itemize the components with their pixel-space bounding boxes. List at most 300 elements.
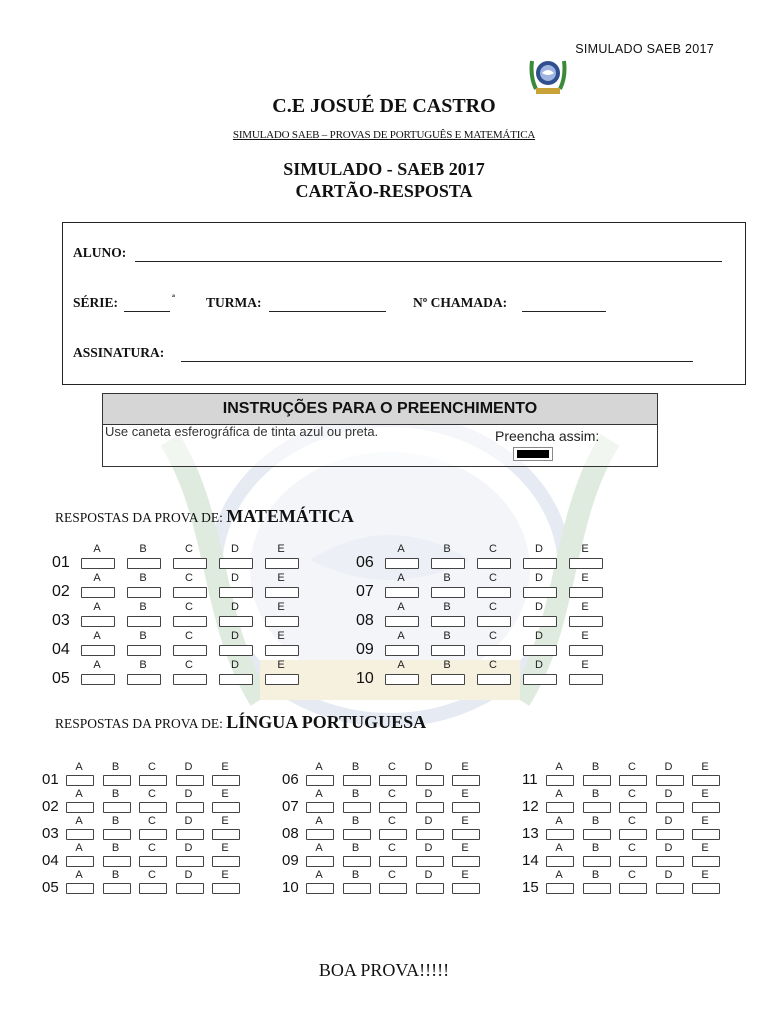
question-number: 01 (42, 771, 59, 788)
answer-bubble-01-b[interactable] (103, 775, 131, 786)
answer-bubble-01-e[interactable] (265, 558, 299, 569)
option-letter-d: D (184, 761, 193, 773)
option-letter-e: E (461, 815, 469, 827)
option-letter-c: C (148, 788, 156, 800)
answer-bubble-14-b[interactable] (583, 856, 611, 867)
option-letter-e: E (701, 815, 709, 827)
answer-bubble-07-d[interactable] (416, 802, 444, 813)
class-field[interactable] (269, 311, 386, 312)
answer-bubble-05-c[interactable] (139, 883, 167, 894)
option-letter-b: B (443, 601, 451, 613)
option-letter-a: A (93, 601, 101, 613)
answer-bubble-15-b[interactable] (583, 883, 611, 894)
answer-bubble-10-a[interactable] (306, 883, 334, 894)
answer-bubble-11-c[interactable] (619, 775, 647, 786)
student-name-label: ALUNO: (73, 245, 127, 260)
option-letter-d: D (535, 659, 543, 671)
answer-bubble-08-a[interactable] (306, 829, 334, 840)
option-letter-c: C (489, 630, 497, 642)
answer-bubble-04-b[interactable] (103, 856, 131, 867)
answer-bubble-07-a[interactable] (306, 802, 334, 813)
option-letter-d: D (231, 543, 239, 555)
option-letter-c: C (148, 869, 156, 881)
option-letter-c: C (489, 543, 497, 555)
answer-bubble-10-c[interactable] (379, 883, 407, 894)
option-letter-a: A (397, 572, 405, 584)
option-letter-d: D (535, 601, 543, 613)
option-letter-c: C (388, 869, 396, 881)
question-number: 03 (52, 612, 70, 629)
option-letter-c: C (628, 761, 636, 773)
answer-bubble-02-a[interactable] (81, 587, 115, 598)
answer-bubble-01-c[interactable] (173, 558, 207, 569)
answer-bubble-10-d[interactable] (416, 883, 444, 894)
answer-bubble-05-e[interactable] (212, 883, 240, 894)
answer-bubble-06-c[interactable] (379, 775, 407, 786)
option-letter-c: C (388, 815, 396, 827)
option-letter-b: B (591, 788, 600, 800)
question-number: 01 (52, 554, 70, 571)
answer-bubble-06-d[interactable] (416, 775, 444, 786)
answer-bubble-12-b[interactable] (583, 802, 611, 813)
option-letter-e: E (701, 842, 709, 854)
answer-bubble-04-d[interactable] (176, 856, 204, 867)
answer-bubble-07-c[interactable] (379, 802, 407, 813)
answer-bubble-03-e[interactable] (265, 616, 299, 627)
answer-bubble-02-d[interactable] (176, 802, 204, 813)
option-letter-c: C (388, 788, 396, 800)
answer-bubble-02-a[interactable] (66, 802, 94, 813)
option-letter-e: E (701, 869, 709, 881)
instructions-heading: INSTRUÇÕES PARA O PREENCHIMENTO (103, 394, 657, 425)
option-letter-a: A (315, 815, 323, 827)
section-prefix: RESPOSTAS DA PROVA DE: (55, 716, 227, 731)
question-number: 07 (356, 583, 374, 600)
option-letter-b: B (351, 761, 360, 773)
answer-bubble-15-d[interactable] (656, 883, 684, 894)
option-letter-c: C (148, 815, 156, 827)
option-letter-c: C (388, 761, 396, 773)
answer-bubble-11-e[interactable] (692, 775, 720, 786)
option-letter-a: A (555, 788, 563, 800)
option-letter-d: D (184, 788, 193, 800)
option-letter-b: B (443, 572, 451, 584)
answer-bubble-02-b[interactable] (103, 802, 131, 813)
question-number: 09 (356, 641, 374, 658)
question-number: 02 (52, 583, 70, 600)
option-letter-e: E (277, 543, 285, 555)
answer-bubble-08-a[interactable] (385, 616, 419, 627)
option-letter-b: B (111, 815, 120, 827)
answer-bubble-14-a[interactable] (546, 856, 574, 867)
math-subject: MATEMÁTICA (226, 506, 354, 526)
answer-bubble-05-a[interactable] (81, 674, 115, 685)
exam-subtitle: SIMULADO SAEB – PROVAS DE PORTUGUÊS E MATEMÁTICA (232, 129, 536, 141)
option-letter-b: B (351, 869, 360, 881)
instructions-text: Use caneta esferográfica de tinta azul ou preta. (105, 424, 379, 439)
farewell-message: BOA PROVA!!!!! (318, 960, 450, 980)
answer-bubble-10-b[interactable] (431, 674, 465, 685)
answer-bubble-13-e[interactable] (692, 829, 720, 840)
option-letter-d: D (664, 788, 673, 800)
answer-bubble-03-c[interactable] (173, 616, 207, 627)
answer-bubble-10-e[interactable] (452, 883, 480, 894)
answer-bubble-07-d[interactable] (523, 587, 557, 598)
option-letter-d: D (535, 543, 543, 555)
option-letter-a: A (555, 842, 563, 854)
option-letter-c: C (628, 788, 636, 800)
option-letter-c: C (148, 842, 156, 854)
grade-label: SÉRIE: (73, 295, 119, 310)
answer-bubble-09-a[interactable] (306, 856, 334, 867)
answer-bubble-12-c[interactable] (619, 802, 647, 813)
answer-bubble-10-a[interactable] (385, 674, 419, 685)
option-letter-a: A (555, 815, 563, 827)
option-letter-d: D (424, 869, 433, 881)
answer-bubble-08-e[interactable] (452, 829, 480, 840)
answer-bubble-06-a[interactable] (385, 558, 419, 569)
option-letter-e: E (461, 788, 469, 800)
answer-bubble-04-e[interactable] (212, 856, 240, 867)
answer-bubble-09-b[interactable] (343, 856, 371, 867)
answer-bubble-05-b[interactable] (127, 674, 161, 685)
answer-bubble-06-d[interactable] (523, 558, 557, 569)
answer-bubble-04-e[interactable] (265, 645, 299, 656)
option-letter-b: B (443, 543, 451, 555)
answer-bubble-08-d[interactable] (523, 616, 557, 627)
answer-bubble-14-e[interactable] (692, 856, 720, 867)
portuguese-section-heading (55, 712, 426, 733)
option-letter-d: D (424, 788, 433, 800)
option-letter-c: C (185, 601, 193, 613)
option-letter-b: B (591, 869, 600, 881)
option-letter-a: A (315, 842, 323, 854)
option-letter-a: A (397, 601, 405, 613)
question-number: 11 (522, 771, 538, 788)
answer-bubble-09-a[interactable] (385, 645, 419, 656)
roll-number-field[interactable] (522, 311, 606, 312)
answer-bubble-08-b[interactable] (431, 616, 465, 627)
filled-bubble-mark (517, 450, 549, 458)
option-letter-e: E (581, 572, 589, 584)
option-letter-e: E (277, 630, 285, 642)
option-letter-c: C (185, 630, 193, 642)
answer-bubble-06-b[interactable] (343, 775, 371, 786)
option-letter-e: E (581, 543, 589, 555)
answer-bubble-15-a[interactable] (546, 883, 574, 894)
option-letter-c: C (185, 543, 193, 555)
question-number: 04 (52, 641, 70, 658)
answer-bubble-07-a[interactable] (385, 587, 419, 598)
option-letter-d: D (184, 815, 193, 827)
answer-bubble-02-d[interactable] (219, 587, 253, 598)
option-letter-b: B (111, 788, 120, 800)
option-letter-e: E (221, 842, 229, 854)
answer-bubble-08-e[interactable] (569, 616, 603, 627)
grade-suffix: ª (172, 293, 175, 304)
answer-bubble-09-e[interactable] (452, 856, 480, 867)
option-letter-d: D (664, 761, 673, 773)
question-number: 15 (522, 879, 539, 896)
option-letter-a: A (397, 630, 405, 642)
answer-bubble-12-e[interactable] (692, 802, 720, 813)
answer-bubble-06-e[interactable] (569, 558, 603, 569)
option-letter-c: C (628, 842, 636, 854)
option-letter-a: A (397, 543, 405, 555)
answer-bubble-15-e[interactable] (692, 883, 720, 894)
question-number: 10 (282, 879, 299, 896)
answer-bubble-11-b[interactable] (583, 775, 611, 786)
student-name-field[interactable] (135, 261, 722, 262)
option-letter-d: D (231, 601, 239, 613)
option-letter-d: D (535, 572, 543, 584)
answer-bubble-02-e[interactable] (212, 802, 240, 813)
option-letter-d: D (184, 842, 193, 854)
option-letter-d: D (664, 842, 673, 854)
question-number: 08 (282, 825, 299, 842)
answer-bubble-05-c[interactable] (173, 674, 207, 685)
option-letter-c: C (628, 869, 636, 881)
signature-field[interactable] (181, 361, 693, 362)
question-number: 10 (356, 670, 374, 687)
answer-bubble-13-c[interactable] (619, 829, 647, 840)
portuguese-subject: LÍNGUA PORTUGUESA (226, 712, 427, 732)
option-letter-a: A (555, 869, 563, 881)
answer-bubble-08-c[interactable] (477, 616, 511, 627)
answer-bubble-03-d[interactable] (219, 616, 253, 627)
fill-example-label: Preencha assim: (495, 428, 600, 444)
answer-bubble-04-a[interactable] (81, 645, 115, 656)
option-letter-a: A (93, 659, 101, 671)
option-letter-d: D (664, 869, 673, 881)
option-letter-e: E (277, 572, 285, 584)
answer-bubble-13-d[interactable] (656, 829, 684, 840)
option-letter-b: B (591, 842, 600, 854)
instructions-box (102, 393, 658, 467)
answer-bubble-09-c[interactable] (477, 645, 511, 656)
option-letter-b: B (139, 572, 147, 584)
answer-bubble-01-b[interactable] (127, 558, 161, 569)
question-number: 06 (282, 771, 299, 788)
answer-bubble-05-b[interactable] (103, 883, 131, 894)
question-number: 06 (356, 554, 374, 571)
question-number: 04 (42, 852, 59, 869)
math-section-heading (55, 506, 354, 527)
question-number: 14 (522, 852, 539, 869)
option-letter-b: B (139, 601, 147, 613)
option-letter-a: A (397, 659, 405, 671)
answer-bubble-10-b[interactable] (343, 883, 371, 894)
answer-bubble-05-d[interactable] (176, 883, 204, 894)
answer-bubble-14-d[interactable] (656, 856, 684, 867)
option-letter-b: B (351, 842, 360, 854)
signature-label: ASSINATURA: (73, 345, 165, 360)
answer-bubble-05-a[interactable] (66, 883, 94, 894)
option-letter-a: A (75, 815, 83, 827)
answer-bubble-03-e[interactable] (212, 829, 240, 840)
question-number: 13 (522, 825, 539, 842)
option-letter-b: B (111, 869, 120, 881)
option-letter-b: B (111, 761, 120, 773)
option-letter-b: B (443, 659, 451, 671)
option-letter-a: A (93, 572, 101, 584)
option-letter-c: C (148, 761, 156, 773)
answer-bubble-13-b[interactable] (583, 829, 611, 840)
answer-bubble-08-c[interactable] (379, 829, 407, 840)
answer-bubble-07-c[interactable] (477, 587, 511, 598)
answer-bubble-02-b[interactable] (127, 587, 161, 598)
section-prefix: RESPOSTAS DA PROVA DE: (55, 510, 227, 525)
option-letter-e: E (581, 630, 589, 642)
option-letter-e: E (461, 869, 469, 881)
option-letter-a: A (75, 842, 83, 854)
answer-bubble-07-e[interactable] (452, 802, 480, 813)
question-number: 12 (522, 798, 539, 815)
answer-bubble-04-d[interactable] (219, 645, 253, 656)
option-letter-e: E (277, 659, 285, 671)
option-letter-b: B (591, 761, 600, 773)
exam-title: SIMULADO - SAEB 2017 (283, 159, 485, 179)
answer-bubble-04-c[interactable] (139, 856, 167, 867)
option-letter-e: E (221, 761, 229, 773)
answer-bubble-09-d[interactable] (416, 856, 444, 867)
option-letter-a: A (93, 630, 101, 642)
option-letter-b: B (351, 788, 360, 800)
answer-bubble-08-d[interactable] (416, 829, 444, 840)
option-letter-a: A (75, 761, 83, 773)
answer-bubble-01-a[interactable] (81, 558, 115, 569)
option-letter-d: D (424, 761, 433, 773)
answer-bubble-06-e[interactable] (452, 775, 480, 786)
option-letter-e: E (277, 601, 285, 613)
option-letter-b: B (139, 659, 147, 671)
answer-bubble-08-b[interactable] (343, 829, 371, 840)
option-letter-e: E (581, 601, 589, 613)
option-letter-a: A (75, 869, 83, 881)
option-letter-a: A (93, 543, 101, 555)
option-letter-b: B (139, 630, 147, 642)
answer-bubble-07-b[interactable] (343, 802, 371, 813)
answer-bubble-12-a[interactable] (546, 802, 574, 813)
question-number: 05 (52, 670, 70, 687)
question-number: 03 (42, 825, 59, 842)
option-letter-e: E (461, 842, 469, 854)
question-number: 05 (42, 879, 59, 896)
option-letter-b: B (591, 815, 600, 827)
option-letter-d: D (424, 842, 433, 854)
answer-bubble-03-a[interactable] (81, 616, 115, 627)
option-letter-d: D (231, 630, 239, 642)
question-number: 08 (356, 612, 374, 629)
answer-bubble-15-c[interactable] (619, 883, 647, 894)
answer-bubble-06-c[interactable] (477, 558, 511, 569)
answer-bubble-10-d[interactable] (523, 674, 557, 685)
answer-bubble-03-a[interactable] (66, 829, 94, 840)
answer-bubble-03-c[interactable] (139, 829, 167, 840)
answer-bubble-09-c[interactable] (379, 856, 407, 867)
answer-bubble-01-e[interactable] (212, 775, 240, 786)
answer-bubble-09-b[interactable] (431, 645, 465, 656)
question-number: 02 (42, 798, 59, 815)
answer-bubble-05-d[interactable] (219, 674, 253, 685)
answer-bubble-11-d[interactable] (656, 775, 684, 786)
answer-bubble-06-a[interactable] (306, 775, 334, 786)
answer-bubble-02-e[interactable] (265, 587, 299, 598)
answer-card-title: CARTÃO-RESPOSTA (295, 181, 473, 201)
option-letter-c: C (489, 659, 497, 671)
option-letter-b: B (351, 815, 360, 827)
answer-bubble-01-a[interactable] (66, 775, 94, 786)
answer-bubble-10-e[interactable] (569, 674, 603, 685)
option-letter-a: A (315, 788, 323, 800)
option-letter-c: C (185, 572, 193, 584)
answer-bubble-01-d[interactable] (176, 775, 204, 786)
answer-bubble-03-b[interactable] (103, 829, 131, 840)
option-letter-b: B (139, 543, 147, 555)
answer-bubble-02-c[interactable] (173, 587, 207, 598)
answer-bubble-13-a[interactable] (546, 829, 574, 840)
option-letter-c: C (388, 842, 396, 854)
option-letter-e: E (701, 788, 709, 800)
answer-bubble-05-e[interactable] (265, 674, 299, 685)
option-letter-a: A (555, 761, 563, 773)
student-info-box (62, 222, 746, 385)
option-letter-c: C (489, 601, 497, 613)
class-label: TURMA: (206, 295, 262, 310)
option-letter-c: C (628, 815, 636, 827)
option-letter-d: D (535, 630, 543, 642)
answer-bubble-01-d[interactable] (219, 558, 253, 569)
filled-bubble-example (513, 447, 553, 461)
option-letter-d: D (184, 869, 193, 881)
answer-bubble-07-e[interactable] (569, 587, 603, 598)
answer-bubble-06-b[interactable] (431, 558, 465, 569)
option-letter-d: D (231, 659, 239, 671)
answer-bubble-01-c[interactable] (139, 775, 167, 786)
school-name: C.E JOSUÉ DE CASTRO (272, 95, 496, 117)
option-letter-b: B (111, 842, 120, 854)
option-letter-d: D (424, 815, 433, 827)
answer-bubble-11-a[interactable] (546, 775, 574, 786)
option-letter-e: E (221, 788, 229, 800)
option-letter-e: E (701, 761, 709, 773)
answer-bubble-10-c[interactable] (477, 674, 511, 685)
option-letter-a: A (315, 761, 323, 773)
option-letter-a: A (75, 788, 83, 800)
answer-bubble-07-b[interactable] (431, 587, 465, 598)
answer-bubble-09-e[interactable] (569, 645, 603, 656)
answer-bubble-03-b[interactable] (127, 616, 161, 627)
question-number: 09 (282, 852, 299, 869)
answer-bubble-04-a[interactable] (66, 856, 94, 867)
option-letter-c: C (489, 572, 497, 584)
option-letter-b: B (443, 630, 451, 642)
answer-bubble-04-b[interactable] (127, 645, 161, 656)
option-letter-e: E (461, 761, 469, 773)
option-letter-e: E (221, 869, 229, 881)
answer-bubble-03-d[interactable] (176, 829, 204, 840)
answer-bubble-02-c[interactable] (139, 802, 167, 813)
roll-number-label: Nº CHAMADA: (413, 295, 508, 310)
document-header-tag: SIMULADO SAEB 2017 (575, 42, 714, 56)
answer-bubble-12-d[interactable] (656, 802, 684, 813)
grade-field[interactable] (124, 311, 170, 312)
answer-bubble-09-d[interactable] (523, 645, 557, 656)
answer-bubble-04-c[interactable] (173, 645, 207, 656)
question-number: 07 (282, 798, 299, 815)
state-crest-logo (528, 55, 568, 97)
answer-bubble-14-c[interactable] (619, 856, 647, 867)
